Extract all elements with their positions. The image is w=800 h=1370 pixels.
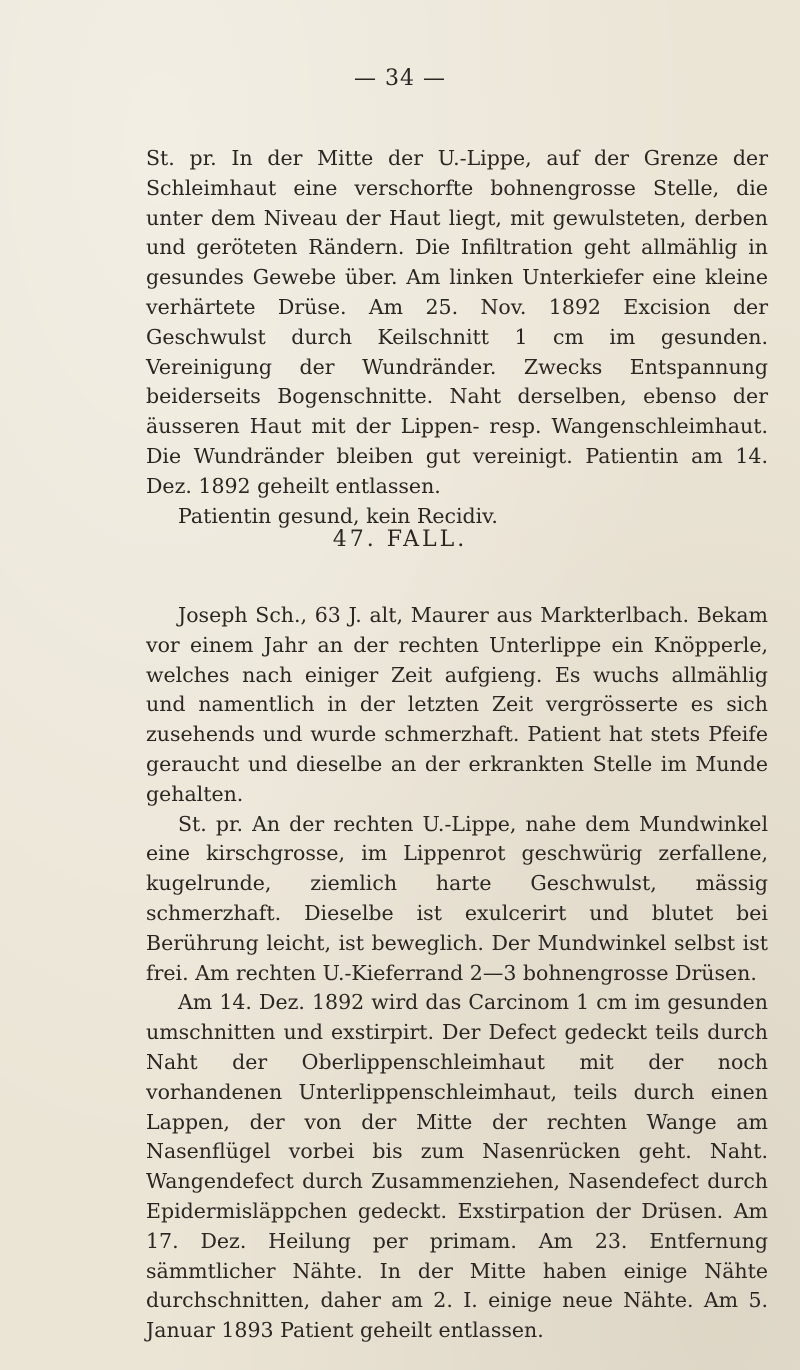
operation-paragraph: Am 14. Dez. 1892 wird das Carcinom 1 cm im gesunden umschnitten und exstirpirt. Der Defect gedeckt teils durch Naht der Oberlippenschleimhaut mit der noch vorhandenen Unterlippenschleimhaut, teils durch einen Lappen, der von der Mitte der rechten Wange am Nasenflügel vorbei bis zum Nasenrücken geht. Naht. Wangendefect durch Zusammenziehen, Nasendefect durch Epidermisläppchen gedeckt. Exstirpation der Drüsen. Am 17. Dez. Heilung per primam. Am 23. Entfernung sämmtlicher Nähte. In der Mitte haben einige Nähte durchschnitten, daher am 2. I. einige neue Nähte. Am 5. Januar 1893 Patient geheilt entlassen. (146, 990, 768, 1343)
status-praesens-paragraph: St. pr. In der Mitte der U.-Lippe, auf der Grenze der Schleimhaut eine verschorfte bohnengrosse Stelle, die unter dem Niveau der Haut liegt, mit gewulsteten, derben und geröteten Rändern. Die Infiltration geht allmählig in gesundes Gewebe über. Am linken Unterkiefer eine kleine verhärtete Drüse. Am 25. Nov. 1892 Excision der Geschwulst durch Keilschnitt 1 cm im gesunden. Vereinigung der Wundränder. Zwecks Entspannung beiderseits Bogenschnitte. Naht derselben, ebenso der äusseren Haut mit der Lippen- resp. Wangenschleimhaut. Die Wundränder bleiben gut vereinigt. Patientin am 14. Dez. 1892 geheilt entlassen. (146, 146, 768, 498)
case-47-body (146, 601, 768, 1346)
status-praesens-paragraph: St. pr. An der rechten U.-Lippe, nahe dem Mundwinkel eine kirschgrosse, im Lippenrot geschwürig zerfallene, kugelrunde, ziemlich harte Geschwulst, mässig schmerzhaft. Dieselbe ist exulcerirt und blutet bei Berührung leicht, ist beweglich. Der Mundwinkel selbst ist frei. Am rechten U.-Kieferrand 2—3 bohnengrosse Drüsen. (146, 811, 768, 985)
follow-up-paragraph: Patientin gesund, kein Recidiv. (178, 503, 498, 528)
page-number: — 34 — (354, 66, 446, 91)
anamnesis-paragraph: Joseph Sch., 63 J. alt, Maurer aus Markterlbach. Bekam vor einem Jahr an der rechten Unterlippe ein Knöpperle, welches nach einiger Zeit aufgieng. Es wuchs allmählig und namentlich in der letzten Zeit vergrösserte es sich zusehends und wurde schmerzhaft. Patient hat stets Pfeife geraucht und dieselbe an der erkrankten Stelle im Munde gehalten. (146, 603, 768, 806)
case-heading: 47. FALL. (332, 527, 468, 552)
case-46-continuation (146, 144, 768, 531)
